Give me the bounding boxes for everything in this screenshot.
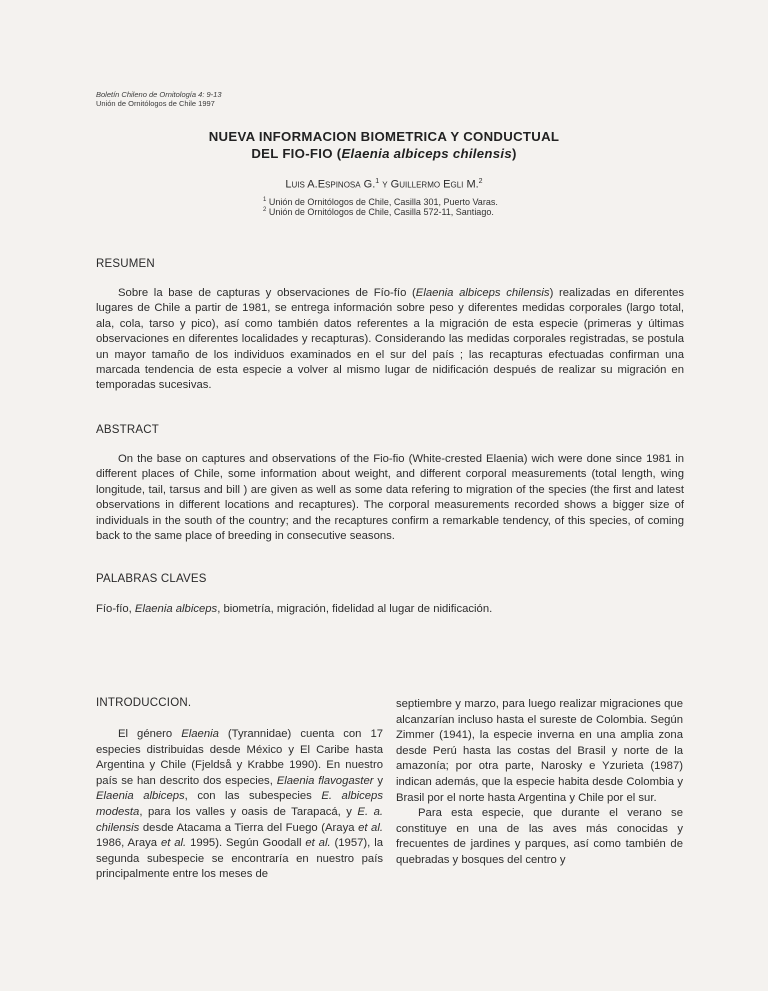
intro-species-name: Elaenia albiceps — [96, 790, 185, 803]
intro-text: desde Atacama a Tierra del Fuego (Araya — [139, 821, 359, 834]
paper-title-line-2 — [0, 146, 768, 161]
affiliation-1 — [263, 197, 498, 207]
intro-et-al: et al. — [305, 837, 331, 850]
intro-subspecies-name: E. albiceps modesta — [96, 790, 383, 818]
affiliation-1-sup: 1 — [263, 197, 267, 203]
intro-text: , con las subespecies — [184, 790, 322, 803]
title-prefix: DEL FIO-FIO ( — [251, 146, 342, 161]
intro-text: y — [373, 774, 383, 787]
resumen-text-b: ) realizadas en diferentes lugares de Chile a partir de 1981, se entrega información sobre peso y diferentes medidas corporales (largo total, ala, cola, tarso y pico), así como también datos referentes a la migración de esta especie (primeras y últimas observaciones en diferentes localidades y recapturas). Considerando las medidas corporales registradas, se postula un mayor tamaño de los individuos examinados en el sur del país ; las recapturas efectuadas confirman una marcada tendencia de esta especie a volver al mismo lugar de nidificación después de realizar su migración en temporadas sucesivas. — [96, 287, 685, 392]
affiliation-2 — [263, 207, 494, 217]
resumen-text-a: Sobre la base de capturas y observaciones de Fío-fío ( — [118, 287, 416, 299]
author-2-sup: 2 — [478, 178, 483, 185]
intro-column-left — [96, 727, 383, 883]
keywords-scientific-name: Elaenia albiceps — [134, 603, 218, 615]
title-scientific-name: Elaenia albiceps chilensis — [341, 146, 512, 161]
intro-paragraph-1 — [96, 727, 383, 883]
journal-citation — [96, 90, 222, 108]
abstract-heading: ABSTRACT — [96, 424, 159, 436]
intro-et-al: et al. — [160, 837, 187, 850]
intro-et-al: et al. — [358, 821, 383, 834]
author-connector: y — [379, 178, 391, 191]
paper-title-line-1: NUEVA INFORMACION BIOMETRICA Y CONDUCTUAL — [208, 129, 560, 144]
intro-species-name: Elaenia flavogaster — [276, 774, 374, 787]
resumen-heading: RESUMEN — [96, 258, 155, 270]
keywords-text-1: Fío-fío, — [96, 603, 135, 615]
author-1: Luis A.Espinosa G. — [285, 178, 376, 191]
keywords-heading: PALABRAS CLAVES — [96, 573, 207, 585]
intro-text: El género — [118, 728, 182, 740]
journal-name: Boletín Chileno de Ornitología 4: 9-13 — [96, 90, 222, 99]
intro-subspecies-name: E. a. chilensis — [96, 805, 384, 834]
affiliation-2-sup: 2 — [263, 207, 267, 213]
intro-text: , para los valles y oasis de Tarapacá, y — [139, 805, 358, 818]
author-1-sup: 1 — [375, 178, 380, 185]
intro-paragraph-2: Para esta especie, que durante el verano se constituye en una de las aves más conocidas y frecuentes de jardines y parques, así como también de quebradas y bosques del centro y — [396, 807, 683, 866]
intro-text: 1986, Araya — [96, 837, 161, 850]
title-suffix: ) — [511, 146, 517, 161]
intro-genus-name: Elaenia — [181, 728, 219, 740]
affiliation-1-text: Unión de Ornitólogos de Chile, Casilla 301, Puerto Varas. — [268, 197, 498, 207]
keywords-text-2: , biometría, migración, fidelidad al lugar de nidificación. — [217, 603, 493, 615]
intro-paragraph-continued: septiembre y marzo, para luego realizar migraciones que alcanzarían incluso hasta el sureste de Colombia. Según Zimmer (1941), la especie inverna en una amplia zona desde Perú hasta las costas del Brasil y norte de la amazonía; por otra parte, Narosky e Yzurieta (1987) indican además, que la especie habita desde Colombia y Brasil por el norte hasta Argentina y Chile por el sur. — [396, 698, 683, 804]
journal-publisher: Unión de Ornitólogos de Chile 1997 — [96, 99, 215, 108]
intro-heading: INTRODUCCION. — [96, 697, 192, 709]
intro-text: 1995). Según Goodall — [186, 837, 306, 850]
intro-text: (1957), la segunda subespecie se encontraría en nuestro país principalmente entre los meses de — [96, 837, 383, 881]
resumen-paragraph — [96, 286, 684, 394]
intro-text: (Tyrannidae) cuenta con 17 especies distribuidas desde México y El Caribe hasta Argentina y Chile (Fjeldså y Krabbe 1990). En nuestro país se han descrito dos especies, — [96, 728, 384, 787]
resumen-scientific-name: Elaenia albiceps chilensis — [415, 287, 550, 299]
abstract-paragraph: On the base on captures and observations of the Fio-fio (White-crested Elaenia) wich were done since 1981 in different places of Chile, some information about weight, and different corporal measurements (total length, wing longitude, tail, tarsus and bill ) are given as well as some data refering to migration of the species (the first and latest observations in different locations and recaptures). The corporal measurements recorded shows a bigger size of individuals in the south of the country; and the recaptures confirm a remarkable tendency, of this species, of coming back to the same place of breeding in consecutive seasons. — [96, 453, 684, 543]
intro-column-right — [396, 697, 683, 869]
keywords-line — [96, 603, 492, 615]
author-2: Guillermo Egli M. — [390, 178, 479, 191]
affiliation-2-text: Unión de Ornitólogos de Chile, Casilla 572-11, Santiago. — [268, 207, 494, 217]
author-line — [0, 178, 768, 191]
